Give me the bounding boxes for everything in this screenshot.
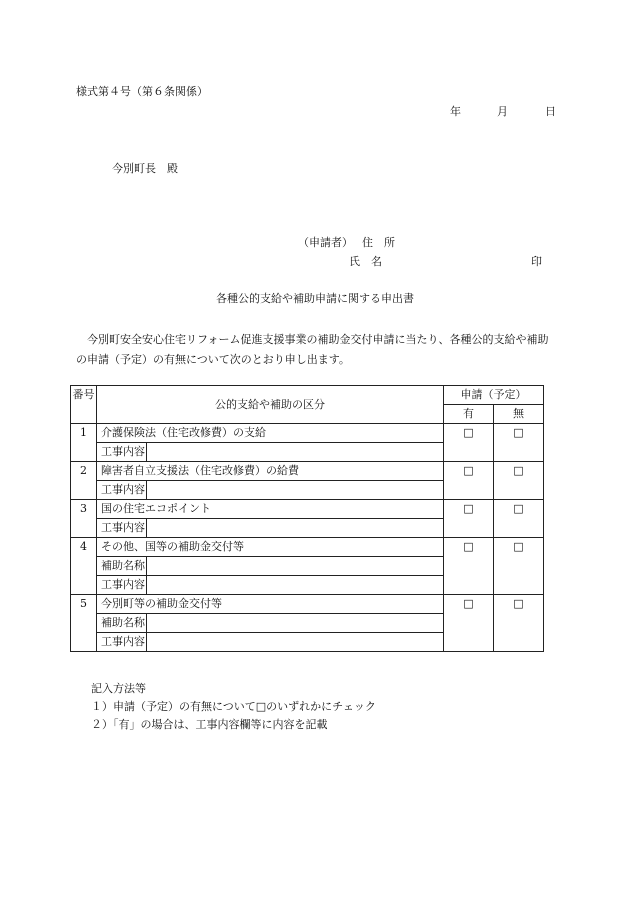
date-year-label: 年 — [450, 105, 461, 118]
table-row — [71, 462, 544, 481]
name-label: 氏 名 — [349, 255, 382, 268]
seal-mark: 印 — [531, 255, 542, 268]
construction-detail-field[interactable] — [147, 519, 444, 538]
row-category-name: 障害者自立支援法（住宅改修費）の給費 — [97, 462, 444, 481]
table-row — [71, 500, 544, 519]
subsidy-name-field[interactable] — [147, 557, 444, 576]
sub-label: 工事内容 — [97, 443, 147, 462]
header-category: 公的支給や補助の区分 — [97, 386, 444, 424]
row-number: 4 — [71, 538, 97, 595]
header-yes: 有 — [444, 405, 494, 424]
yes-checkbox[interactable]: □ — [444, 500, 494, 538]
row-category-name: その他、国等の補助金交付等 — [97, 538, 444, 557]
date-day-label: 日 — [545, 105, 556, 118]
address-label: 住 所 — [362, 236, 395, 249]
addressee: 今別町長 殿 — [112, 162, 178, 175]
yes-checkbox[interactable]: □ — [444, 595, 494, 652]
note-item: ２）「有」の場合は、工事内容欄等に内容を記載 — [91, 718, 328, 731]
yes-checkbox[interactable]: □ — [444, 462, 494, 500]
notes-title: 記入方法等 — [91, 682, 146, 695]
construction-detail-field[interactable] — [147, 481, 444, 500]
subsidy-table — [70, 385, 544, 652]
construction-detail-field[interactable] — [147, 576, 444, 595]
sub-label: 工事内容 — [97, 481, 147, 500]
row-category-name: 介護保険法（住宅改修費）の支給 — [97, 424, 444, 443]
document-title: 各種公的支給や補助申請に関する申出書 — [216, 292, 414, 305]
header-application: 申請（予定） — [444, 386, 544, 405]
header-no: 無 — [494, 405, 544, 424]
sub-label: 工事内容 — [97, 633, 147, 652]
row-number: 3 — [71, 500, 97, 538]
yes-checkbox[interactable]: □ — [444, 424, 494, 462]
construction-detail-field[interactable] — [147, 633, 444, 652]
no-checkbox[interactable]: □ — [494, 538, 544, 595]
table-row — [71, 595, 544, 614]
no-checkbox[interactable]: □ — [494, 595, 544, 652]
form-number: 様式第４号（第６条関係） — [76, 85, 208, 98]
row-number: 2 — [71, 462, 97, 500]
no-checkbox[interactable]: □ — [494, 462, 544, 500]
row-number: 5 — [71, 595, 97, 652]
row-number: 1 — [71, 424, 97, 462]
date-month-label: 月 — [497, 105, 508, 118]
intro-paragraph: 今別町安全安心住宅リフォーム促進支援事業の補助金交付申請に当たり、各種公的支給や補助の申請（予定）の有無について次のとおり申し出ます。 — [76, 333, 549, 366]
row-category-name: 今別町等の補助金交付等 — [97, 595, 444, 614]
note-item: １）申請（予定）の有無について□のいずれかにチェック — [91, 700, 376, 713]
row-category-name: 国の住宅エコポイント — [97, 500, 444, 519]
construction-detail-field[interactable] — [147, 443, 444, 462]
sub-label: 工事内容 — [97, 576, 147, 595]
subsidy-name-field[interactable] — [147, 614, 444, 633]
sub-label: 工事内容 — [97, 519, 147, 538]
no-checkbox[interactable]: □ — [494, 500, 544, 538]
sub-label: 補助名称 — [97, 614, 147, 633]
table-row — [71, 424, 544, 443]
header-number: 番号 — [71, 386, 97, 424]
table-header-row — [71, 386, 544, 405]
sub-label: 補助名称 — [97, 557, 147, 576]
table-row — [71, 538, 544, 557]
no-checkbox[interactable]: □ — [494, 424, 544, 462]
yes-checkbox[interactable]: □ — [444, 538, 494, 595]
applicant-label: （申請者） — [298, 236, 353, 249]
